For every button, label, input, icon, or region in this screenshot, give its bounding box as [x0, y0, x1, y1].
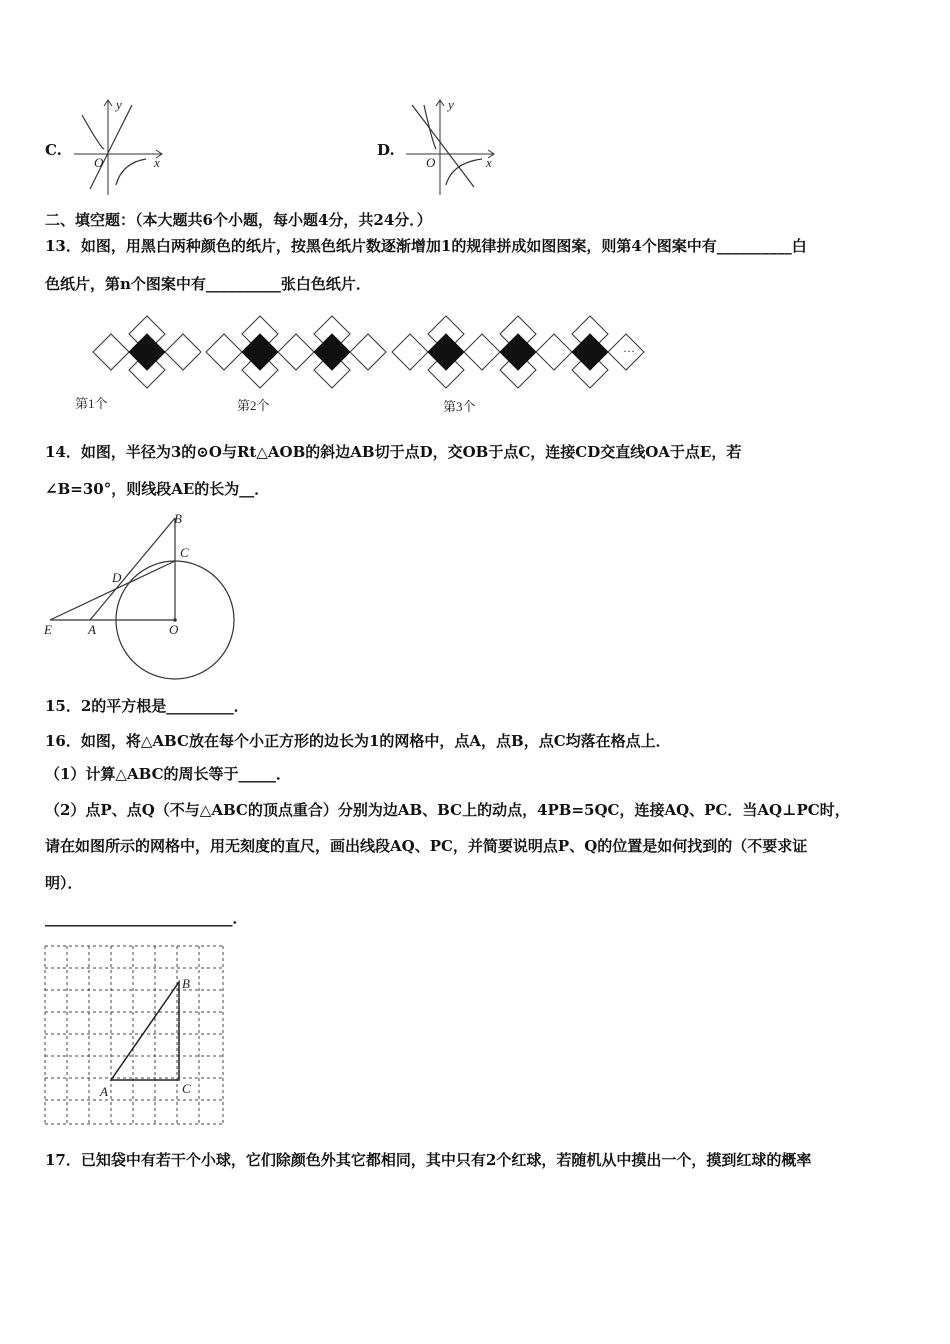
white-tile	[350, 334, 386, 370]
caption-1: 第1个	[75, 396, 108, 411]
label-d: D	[112, 570, 122, 585]
q13-pattern-figure	[45, 312, 645, 422]
grid-label-b: B	[182, 976, 190, 991]
q16-grid-figure	[44, 945, 226, 1127]
d-x-label: x	[486, 155, 492, 170]
d-hyperbola-left	[424, 105, 436, 149]
q16-line4: 请在如图所示的网格中，用无刻度的直尺，画出线段AQ、PC，并简要说明点P、Q的位置是如何找到的（不要求证	[45, 837, 808, 855]
label-c: C	[180, 545, 189, 560]
c-hyperbola-left	[82, 115, 104, 149]
d-line	[412, 105, 474, 187]
triangle-abc	[111, 982, 179, 1080]
white-tile	[464, 334, 500, 370]
white-tile	[206, 334, 242, 370]
d-y-label: y	[448, 97, 454, 112]
pattern-3	[392, 316, 644, 388]
label-a: A	[88, 622, 96, 637]
option-d-label: D.	[377, 141, 395, 159]
segment-ab	[90, 518, 175, 620]
caption-2: 第2个	[237, 398, 270, 413]
c-y-label: y	[116, 97, 122, 112]
q16-line2: （1）计算△ABC的周长等于_____．	[45, 765, 292, 783]
option-c-graph	[70, 97, 170, 197]
d-origin-label: O	[426, 155, 436, 170]
d-hyperbola-right	[446, 159, 482, 185]
c-origin-label: O	[94, 155, 104, 170]
c-hyperbola-right	[116, 159, 146, 185]
c-line	[90, 105, 132, 189]
caption-3: 第3个	[443, 399, 476, 414]
q13-line1: 13．如图，用黑白两种颜色的纸片，按黑色纸片数逐渐增加1的规律拼成如图图案，则第4个图案中有__________白	[45, 237, 807, 255]
option-d-graph	[402, 97, 502, 197]
label-b: B	[174, 511, 182, 526]
label-o: O	[169, 622, 179, 637]
section-title: 二、填空题：（本大题共6个小题，每小题4分，共24分．）	[45, 211, 432, 229]
pattern-ellipsis: …	[623, 341, 635, 355]
q16-answer-line: _________________________．	[45, 909, 248, 927]
pattern-1	[93, 316, 201, 388]
grid-label-c: C	[182, 1081, 191, 1096]
q14-line1: 14．如图，半径为3的⊙O与Rt△AOB的斜边AB切于点D，交OB于点C，连接CD交直线OA于点E，若	[45, 443, 742, 461]
label-e: E	[44, 622, 52, 637]
q14-figure	[40, 510, 250, 685]
q17-text: 17．已知袋中有若干个小球，它们除颜色外其它都相同，其中只有2个红球，若随机从中摸出一个，摸到红球的概率	[45, 1151, 812, 1169]
q16-line3: （2）点P、点Q（不与△ABC的顶点重合）分别为边AB、BC上的动点，4PB=5QC，连接AQ、PC．当AQ⊥PC时，	[45, 801, 850, 819]
white-tile	[536, 334, 572, 370]
q14-line2: ∠B=30°，则线段AE的长为__．	[45, 480, 270, 498]
white-tile	[165, 334, 201, 370]
q15-text: 15．2的平方根是_________．	[45, 697, 249, 715]
white-tile	[278, 334, 314, 370]
dashed-grid	[45, 946, 223, 1124]
q13-line2: 色纸片，第n个图案中有__________张白色纸片．	[45, 275, 371, 293]
q16-line5: 明）．	[45, 874, 83, 892]
q16-line1: 16．如图，将△ABC放在每个小正方形的边长为1的网格中，点A，点B，点C均落在格点上．	[45, 732, 671, 750]
white-tile	[93, 334, 129, 370]
white-tile	[392, 334, 428, 370]
pattern-2	[206, 316, 386, 388]
c-x-label: x	[154, 155, 160, 170]
option-c-label: C.	[45, 141, 62, 159]
grid-label-a: A	[100, 1084, 108, 1099]
